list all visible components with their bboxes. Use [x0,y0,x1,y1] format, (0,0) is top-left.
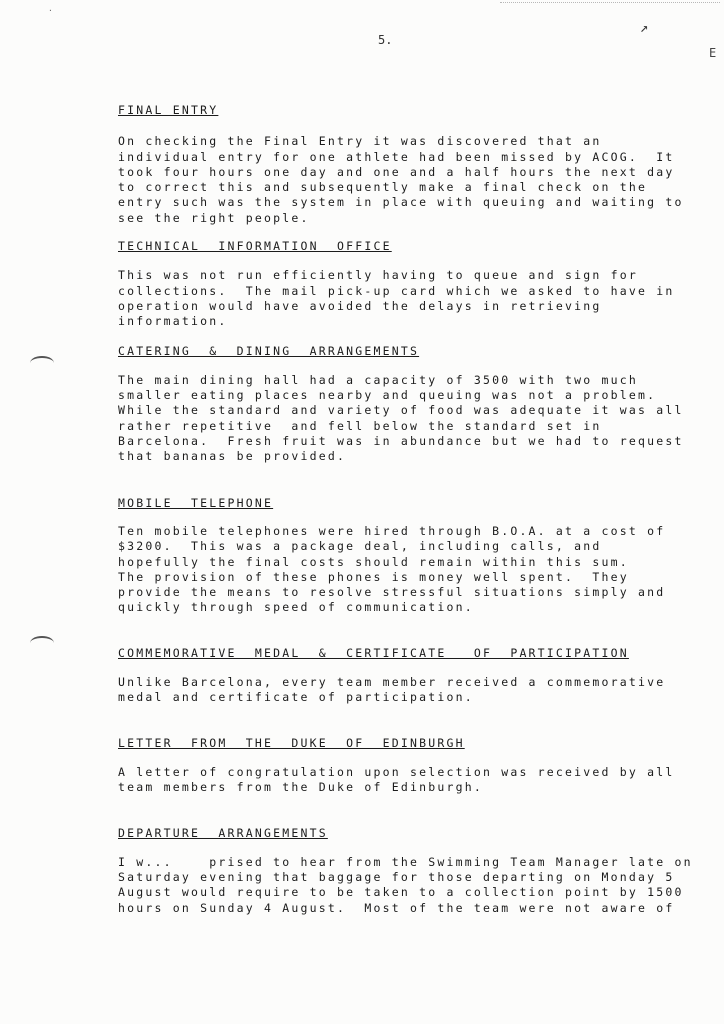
section-heading-technical-information-office: TECHNICAL INFORMATION OFFICE [118,239,392,254]
section-text-technical-information-office: This was not run efficiently having to queue and sign for collections. The mail pick-up card which we asked to have in operation would have avoided the delays in retrieving information. [118,268,675,329]
section-heading-mobile-telephone: MOBILE TELEPHONE [118,495,274,510]
scan-speck: · [48,6,53,15]
section-heading-catering: CATERING & DINING ARRANGEMENTS [118,343,420,358]
section-text-final-entry: On checking the Final Entry it was discovered that an individual entry for one athlete had been missed by ACOG. It took four hours one day and one and a half hours the next day to correct this and subsequently make a final check on the entry such was the system in place with queuing and waiting to see the right people. [118,134,684,225]
section-heading-final-entry: FINAL ENTRY [118,103,219,117]
section-text-letter-duke: A letter of congratulation upon selection was received by all team members from the Duke of Edinburgh. [118,764,675,795]
scan-noise-line [500,2,720,3]
section-text-mobile-telephone: Ten mobile telephones were hired through B.O.A. at a cost of $3200. This was a package deal, including calls, and hopefully the final costs should remain within this sum. The provision of these phones is money well spent. They provide the means to resolve stressful situations simply and quickly through speed of communication. [118,523,666,615]
section-heading-letter-duke: LETTER FROM THE DUKE OF EDINBURGH [118,735,465,750]
punch-hole-icon [30,636,54,650]
punch-hole-icon [30,356,54,370]
corner-scribble-icon: ↗ [640,20,649,36]
section-text-departure: I w... prised to hear from the Swimming Team Manager late on Saturday evening that baggage for those departing on Monday 5 August would require to be taken to a collection point by 1500 hours on Sunday 4 August. Most of the team were not aware of [118,854,693,915]
right-edge-mark: E [709,46,717,60]
section-heading-departure: DEPARTURE ARRANGEMENTS [118,825,328,840]
section-text-commemorative-medal: Unlike Barcelona, every team member received a commemorative medal and certificate of participation. [118,675,666,705]
section-heading-commemorative-medal: COMMEMORATIVE MEDAL & CERTIFICATE OF PARTICIPATION [118,645,629,660]
section-text-catering: The main dining hall had a capacity of 3500 with two much smaller eating places nearby and queuing was not a problem. While the standard and variety of food was adequate it was all rather repetitive and fell below the standard set in Barcelona. Fresh fruit was in abundance but we had to request that bananas be provided. [118,372,684,464]
document-body [118,103,693,916]
page-number: 5. [378,33,393,47]
